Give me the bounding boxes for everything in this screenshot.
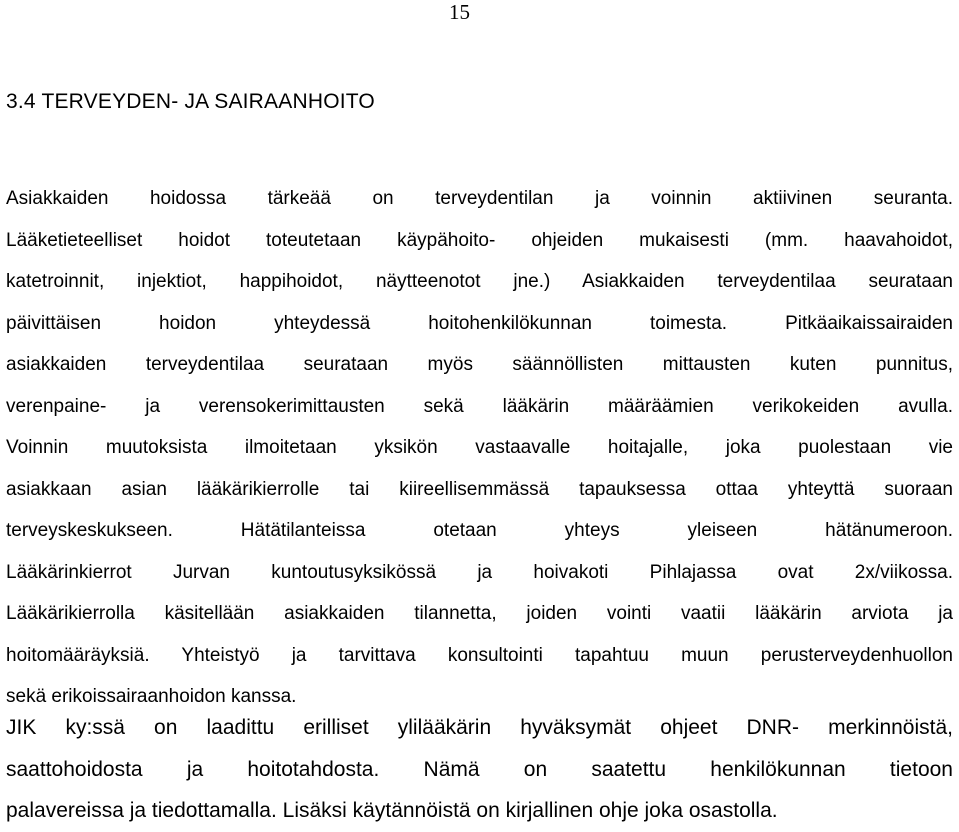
paragraph-line: Lääkärinkierrot Jurvan kuntoutusyksikössä ja hoivakoti Pihlajassa ovat 2x/viikossa. — [6, 561, 953, 583]
paragraph-line: Asiakkaiden hoidossa tärkeää on terveydentilan ja voinnin aktiivinen seuranta. — [6, 188, 953, 209]
paragraph-line: sekä erikoissairaanhoidon kanssa. — [6, 686, 297, 707]
section-heading: 3.4 TERVEYDEN- JA SAIRAANHOITO — [6, 90, 375, 113]
paragraph-line: terveyskeskukseen. Hätätilanteissa otetaan yhteys yleiseen hätänumeroon. — [6, 520, 953, 541]
paragraph-health-care — [6, 178, 953, 718]
paragraph-dnr-guidelines — [6, 707, 953, 832]
paragraph-line: asiakkaan asian lääkärikierrolle tai kiireellisemmässä tapauksessa ottaa yhteyttä suoraan — [6, 478, 953, 500]
paragraph-line: Voinnin muutoksista ilmoitetaan yksikön vastaavalle hoitajalle, joka puolestaan vie — [6, 437, 953, 458]
paragraph-line: Lääkärikierrolla käsitellään asiakkaiden tilannetta, joiden vointi vaatii lääkärin arviota ja — [6, 603, 953, 624]
paragraph-line: palavereissa ja tiedottamalla. Lisäksi käytännöistä on kirjallinen ohje joka osastolla. — [6, 799, 778, 822]
paragraph-line: verenpaine- ja verensokerimittausten sekä lääkärin määräämien verikokeiden avulla. — [6, 395, 953, 417]
paragraph-line: Lääketieteelliset hoidot toteutetaan käypähoito- ohjeiden mukaisesti (mm. haavahoidot, — [6, 229, 953, 251]
paragraph-line: asiakkaiden terveydentilaa seurataan myös säännöllisten mittausten kuten punnitus, — [6, 354, 953, 375]
paragraph-line: saattohoidosta ja hoitotahdosta. Nämä on saatettu henkilökunnan tietoon — [6, 757, 953, 781]
page-number: 15 — [449, 0, 470, 24]
paragraph-line: päivittäisen hoidon yhteydessä hoitohenkilökunnan toimesta. Pitkäaikaissairaiden — [6, 312, 953, 334]
paragraph-line: JIK ky:ssä on laadittu erilliset ylilääkärin hyväksymät ohjeet DNR- merkinnöistä, — [6, 716, 953, 739]
paragraph-line: hoitomääräyksiä. Yhteistyö ja tarvittava konsultointi tapahtuu muun perusterveydenhuollon — [6, 644, 953, 666]
paragraph-line: katetroinnit, injektiot, happihoidot, näytteenotot jne.) Asiakkaiden terveydentilaa seurataan — [6, 271, 953, 292]
